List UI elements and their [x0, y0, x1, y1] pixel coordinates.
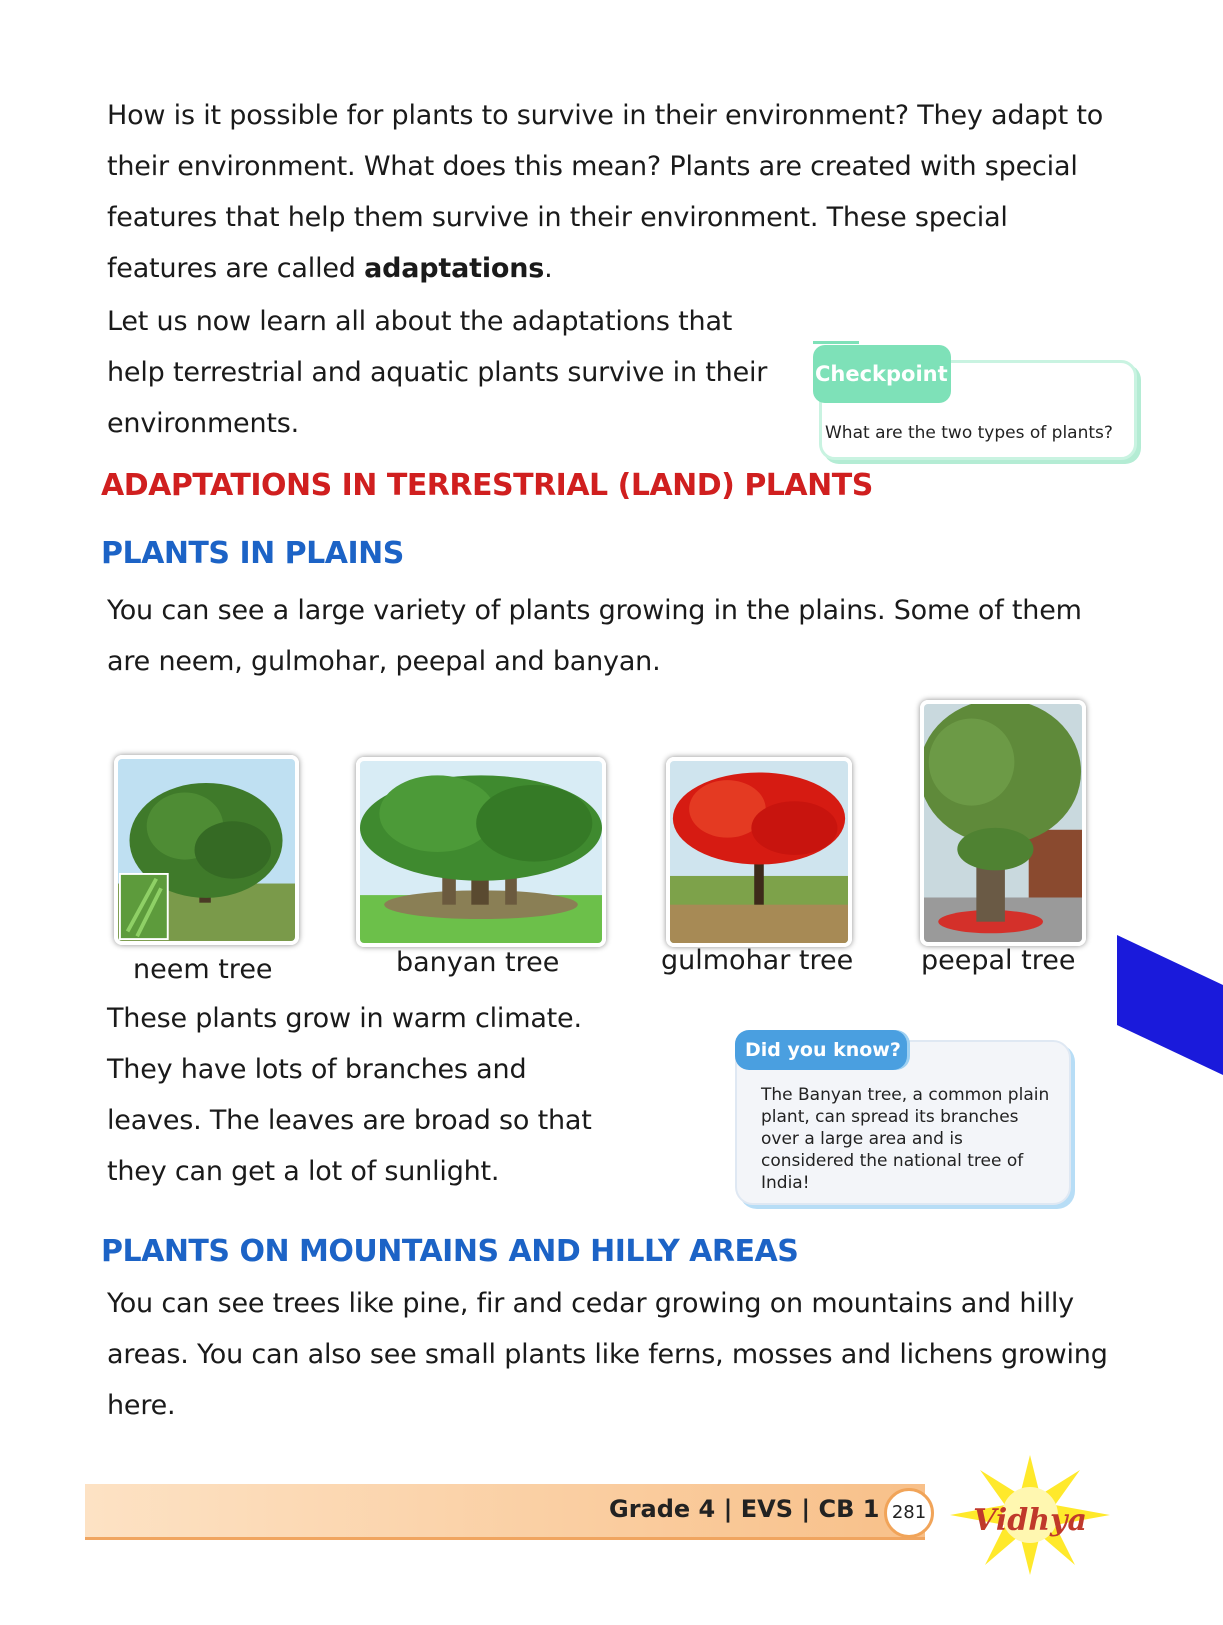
- intro-line: environments.: [107, 408, 300, 439]
- description-line: leaves. The leaves are broad so that: [107, 1105, 592, 1136]
- banyan-tree-image: [356, 757, 606, 947]
- did-you-know-callout: [735, 1030, 1075, 1205]
- checkpoint-question: What are the two types of plants?: [825, 423, 1113, 443]
- description-line: They have lots of branches and: [107, 1054, 527, 1085]
- page-number: 281: [884, 1488, 934, 1538]
- peepal-tree-caption: peepal tree: [921, 945, 1076, 976]
- plains-heading: PLANTS IN PLAINS: [101, 536, 404, 571]
- plains-description: [107, 993, 592, 1197]
- intro-text: How is it possible for plants to survive in their environment? They adapt to their environment. What does this mean? Plants are created with special features that help them survive in their environment. These special features are called: [107, 100, 1104, 284]
- checkpoint-label: Checkpoint: [813, 345, 951, 403]
- neem-tree-image: [114, 755, 299, 945]
- plains-text: You can see a large variety of plants growing in the plains. Some of them are neem, gulmohar, peepal and banyan.: [107, 595, 1082, 677]
- banyan-tree-caption: banyan tree: [396, 947, 560, 978]
- section-heading: ADAPTATIONS IN TERRESTRIAL (LAND) PLANTS: [101, 468, 873, 503]
- adaptations-term: adaptations: [364, 253, 545, 284]
- peepal-tree-image: [920, 700, 1086, 946]
- intro-paragraph-2: [107, 296, 767, 449]
- checkpoint-accent-line: [813, 341, 859, 344]
- intro-end: .: [544, 253, 553, 284]
- logo-text: Vidhya: [973, 1503, 1087, 1538]
- gulmohar-tree-image: [666, 757, 852, 947]
- neem-tree-caption: neem tree: [133, 954, 273, 985]
- did-you-know-label: Did you know?: [735, 1030, 907, 1070]
- description-line: These plants grow in warm climate.: [107, 1003, 582, 1034]
- intro-line: Let us now learn all about the adaptations that: [107, 306, 733, 337]
- vidhya-logo: [945, 1450, 1115, 1580]
- intro-paragraph: [107, 90, 1117, 294]
- did-you-know-text: The Banyan tree, a common plain plant, can spread its branches over a large area and is considered the national tree of India!: [761, 1085, 1050, 1193]
- intro-line: help terrestrial and aquatic plants survive in their: [107, 357, 768, 388]
- checkpoint-callout: [813, 345, 1143, 465]
- mountains-text: You can see trees like pine, fir and cedar growing on mountains and hilly areas. You can also see small plants like ferns, mosses and lichens growing here.: [107, 1288, 1108, 1421]
- gulmohar-tree-caption: gulmohar tree: [661, 945, 854, 976]
- mountains-heading: PLANTS ON MOUNTAINS AND HILLY AREAS: [101, 1234, 799, 1269]
- description-line: they can get a lot of sunlight.: [107, 1156, 500, 1187]
- side-tab-shape: [1117, 935, 1223, 1075]
- footer-label: Grade 4 | EVS | CB 1: [609, 1495, 880, 1523]
